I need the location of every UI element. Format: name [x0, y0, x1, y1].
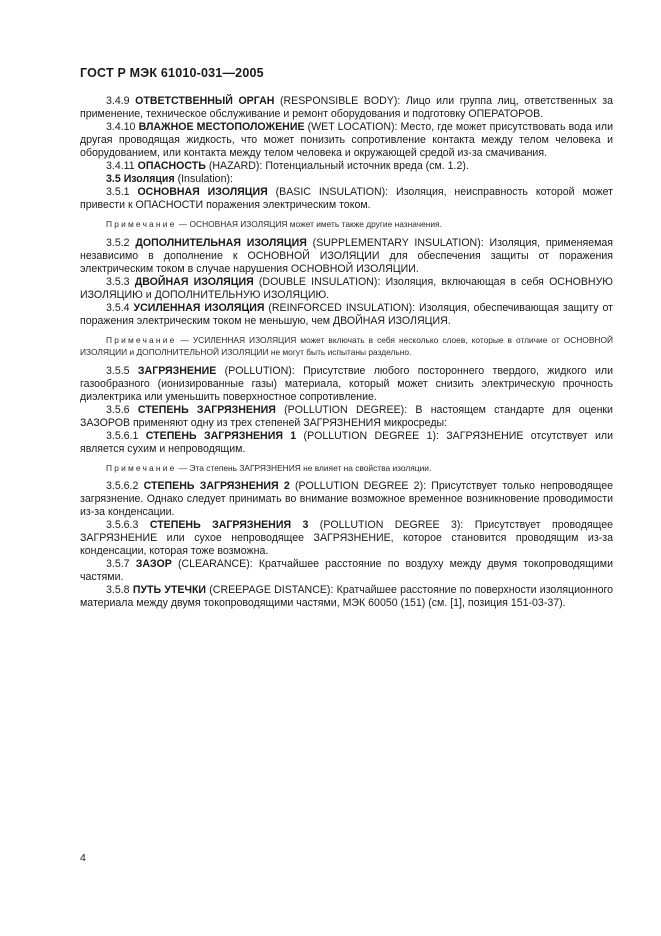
note-label: Примечание — [106, 219, 177, 229]
definition: (BASIC INSULATION): Изоляция, неисправность которой может привести к ОПАСНОСТИ поражения электрическим током. — [80, 186, 613, 211]
note-label: Примечание — [106, 462, 177, 473]
definition: (POLLUTION): Присутствие любого постороннего твердого, жидкого или газообразного (ионизированные газы) материала, который может снизить электрическую прочность диэлектрика или уменьшить поверхностное сопротивление. — [80, 364, 613, 403]
clause-number: 3.5.6 — [106, 403, 130, 416]
term: ЗАГРЯЗНЕНИЕ — [137, 364, 217, 377]
clause-number: 3.5 — [106, 173, 121, 185]
document-header: ГОСТ Р МЭК 61010-031—2005 — [80, 66, 264, 80]
definition: (POLLUTION DEGREE 3): Присутствует проводящее ЗАГРЯЗНЕНИЕ или сухое непроводящее ЗАГРЯЗНЕНИЕ, которое становится проводящим из-за конденсации, которая тоже возможна. — [80, 519, 613, 557]
clause-number: 3.4.11 — [106, 160, 135, 172]
term: ДВОЙНАЯ ИЗОЛЯЦИЯ — [134, 275, 254, 288]
term: СТЕПЕНЬ ЗАГРЯЗНЕНИЯ — [137, 403, 276, 416]
term: ДОПОЛНИТЕЛЬНАЯ ИЗОЛЯЦИЯ — [135, 236, 307, 249]
term: ЗАЗОР — [135, 558, 172, 570]
clause-3-5-6-3 — [80, 519, 613, 558]
note — [80, 334, 613, 359]
clause-3-5-6-1 — [80, 430, 613, 456]
clause-3-5-1 — [80, 186, 613, 212]
clause-3-5-6-2 — [80, 480, 613, 519]
note — [80, 218, 613, 231]
clause-number: 3.5.3 — [106, 275, 130, 288]
clause-number: 3.5.7 — [106, 558, 130, 570]
definition: (REINFORCED INSULATION): Изоляция, обеспечивающая защиту от поражения электрическим током не меньшую, чем ДВОЙНАЯ ИЗОЛЯЦИЯ. — [80, 301, 614, 327]
term: ВЛАЖНОЕ МЕСТОПОЛОЖЕНИЕ — [138, 121, 305, 133]
clause-3-5-4 — [80, 302, 613, 328]
clause-number: 3.5.2 — [106, 236, 130, 249]
clause-3-4-10 — [80, 121, 613, 160]
definition: (CREEPAGE DISTANCE): Кратчайшее расстояние по поверхности изоляционного материала между двумя токопроводящими частями, МЭК 60050 (151) (см. [1], позиция 151-03-37). — [80, 584, 614, 609]
definition: (POLLUTION DEGREE): В настоящем стандарте для оценки ЗАЗОРОВ применяют одну из трех степеней ЗАГРЯЗНЕНИЯ микросреды: — [80, 403, 613, 429]
clause-number: 3.4.10 — [106, 121, 136, 133]
note-text: — УСИЛЕННАЯ ИЗОЛЯЦИЯ может включать в себя несколько слоев, которые в отличие от ОСНОВНОЙ ИЗОЛЯЦИИ и ДОПОЛНИТЕЛЬНОЙ ИЗОЛЯЦИИ не могут быть испытаны раздельно. — [80, 334, 613, 357]
clause-3-5-6 — [80, 404, 613, 430]
definition: (WET LOCATION): Место, где может присутствовать вода или другая проводящая жидкость, что может понизить сопротивление контакта между телом человека и оборудованием, или контакта между телом человека и окружающей средой из-за смачивания. — [80, 121, 613, 159]
document-body — [80, 95, 613, 610]
definition: (SUPPLEMENTARY INSULATION): Изоляция, применяемая независимо в дополнение к ОСНОВНОЙ ИЗОЛЯЦИИ для обеспечения защиты от поражения электрическим током в случае нарушения ОСНОВНОЙ ИЗОЛЯЦИИ. — [80, 236, 613, 275]
clause-number: 3.5.6.3 — [106, 519, 139, 531]
clause-3-5-7 — [80, 558, 613, 584]
clause-3-5-5 — [80, 365, 613, 404]
term: ОПАСНОСТЬ — [137, 160, 206, 172]
definition: (POLLUTION DEGREE 2): Присутствует только непроводящее загрязнение. Однако следует принимать во внимание возможное временное возникновение проводимости из-за конденсации. — [80, 480, 613, 518]
clause-number: 3.5.1 — [106, 186, 130, 198]
definition: (HAZARD): Потенциальный источник вреда (см. 1.2). — [205, 160, 469, 172]
term: ОТВЕТСТВЕННЫЙ ОРГАН — [135, 95, 275, 107]
note-label: Примечание — [106, 334, 177, 345]
clause-number: 3.5.6.2 — [106, 480, 139, 492]
clause-3-4-9 — [80, 95, 613, 121]
definition: (DOUBLE INSULATION): Изоляция, включающая в себя ОСНОВНУЮ ИЗОЛЯЦИЮ и ДОПОЛНИТЕЛЬНУЮ ИЗОЛЯЦИЮ. — [80, 275, 613, 301]
clause-number: 3.5.4 — [106, 301, 130, 314]
clause-3-5-3 — [80, 276, 613, 302]
definition: (RESPONSIBLE BODY): Лицо или группа лиц, ответственных за применение, техническое обслуживание и ремонт оборудования и подготовку ОПЕРАТОРОВ. — [80, 95, 613, 120]
term: ПУТЬ УТЕЧКИ — [132, 584, 207, 596]
note — [80, 462, 613, 475]
definition: (CLEARANCE): Кратчайшее расстояние по воздуху между двумя токопроводящими частями. — [80, 558, 613, 583]
term: Изоляция — [123, 173, 175, 185]
page-number: 4 — [80, 852, 86, 864]
note-text: — ОСНОВНАЯ ИЗОЛЯЦИЯ может иметь также другие назначения. — [176, 219, 442, 229]
clause-3-5-8 — [80, 584, 613, 610]
definition: (POLLUTION DEGREE 1): ЗАГРЯЗНЕНИЕ отсутствует или является сухим и непроводящим. — [80, 429, 613, 455]
term: СТЕПЕНЬ ЗАГРЯЗНЕНИЯ 2 — [143, 480, 290, 492]
clause-number: 3.5.6.1 — [106, 429, 139, 442]
clause-3-4-11 — [80, 160, 613, 173]
term: УСИЛЕННАЯ ИЗОЛЯЦИЯ — [133, 301, 265, 314]
clause-3-5-2 — [80, 237, 613, 276]
clause-number: 3.4.9 — [106, 95, 130, 107]
note-text: — Эта степень ЗАГРЯЗНЕНИЯ не влияет на свойства изоляции. — [176, 462, 432, 473]
clause-number: 3.5.8 — [106, 584, 130, 596]
term: СТЕПЕНЬ ЗАГРЯЗНЕНИЯ 1 — [145, 429, 297, 442]
definition: (Insulation): — [174, 173, 233, 185]
term: СТЕПЕНЬ ЗАГРЯЗНЕНИЯ 3 — [149, 519, 309, 531]
clause-3-5 — [80, 173, 613, 186]
clause-number: 3.5.5 — [106, 364, 130, 377]
term: ОСНОВНАЯ ИЗОЛЯЦИЯ — [137, 186, 268, 198]
